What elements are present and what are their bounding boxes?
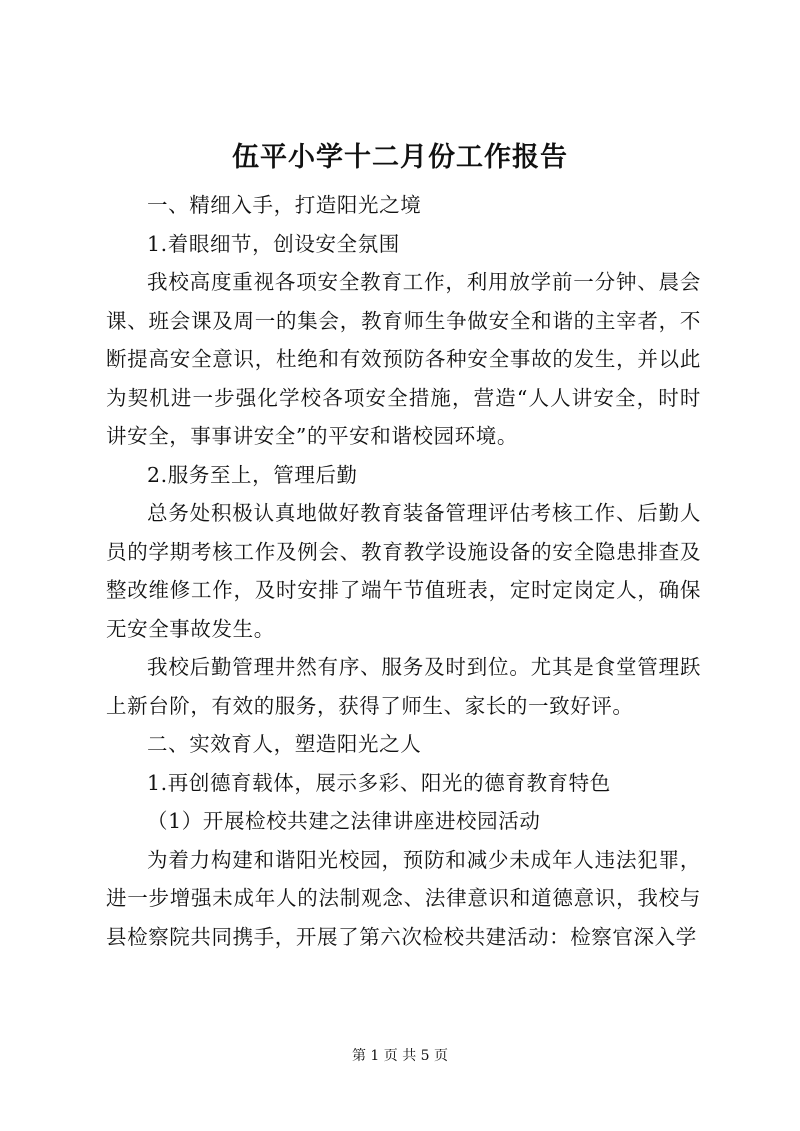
body-paragraph: 我校后勤管理井然有序、服务及时到位。尤其是食堂管理跃上新台阶，有效的服务，获得了师生、家长的一致好评。 <box>106 655 701 718</box>
document-title: 伍平小学十二月份工作报告 <box>232 142 568 173</box>
body-paragraph: 为着力构建和谐阳光校园，预防和减少未成年人违法犯罪，进一步增强未成年人的法制观念、法律意识和道德意识，我校与县检察院共同携手，开展了第六次检校共建活动：检察官深入学 <box>106 847 701 949</box>
item-heading: （1）开展检校共建之法律讲座进校园活动 <box>147 809 541 833</box>
body-paragraph: 我校高度重视各项安全教育工作，利用放学前一分钟、晨会课、班会课及周一的集会，教育师生争做安全和谐的主宰者，不断提高安全意识，杜绝和有效预防各种安全事故的发生，并以此为契机进一步强化学校各项安全措施，营造“人人讲安全，时时讲安全，事事讲安全”的平安和谐校园环境。 <box>106 270 701 448</box>
subsection-heading-1-1: 1.着眼细节，创设安全氛围 <box>147 231 400 256</box>
document-body <box>106 186 701 956</box>
page-footer: 第 1 页 共 5 页 <box>351 1048 449 1064</box>
body-paragraph: 总务处积极认真地做好教育装备管理评估考核工作、后勤人员的学期考核工作及例会、教育教学设施设备的安全隐患排查及整改维修工作，及时安排了端午节值班表，定时定岗定人，确保无安全事故发生。 <box>106 501 701 641</box>
subsection-heading-2-1: 1.再创德育载体，展示多彩、阳光的德育教育特色 <box>147 770 611 795</box>
section-heading-2: 二、实效育人，塑造阳光之人 <box>147 732 422 756</box>
section-heading-1: 一、精细入手，打造阳光之境 <box>147 193 422 217</box>
subsection-heading-1-2: 2.服务至上，管理后勤 <box>147 462 358 487</box>
